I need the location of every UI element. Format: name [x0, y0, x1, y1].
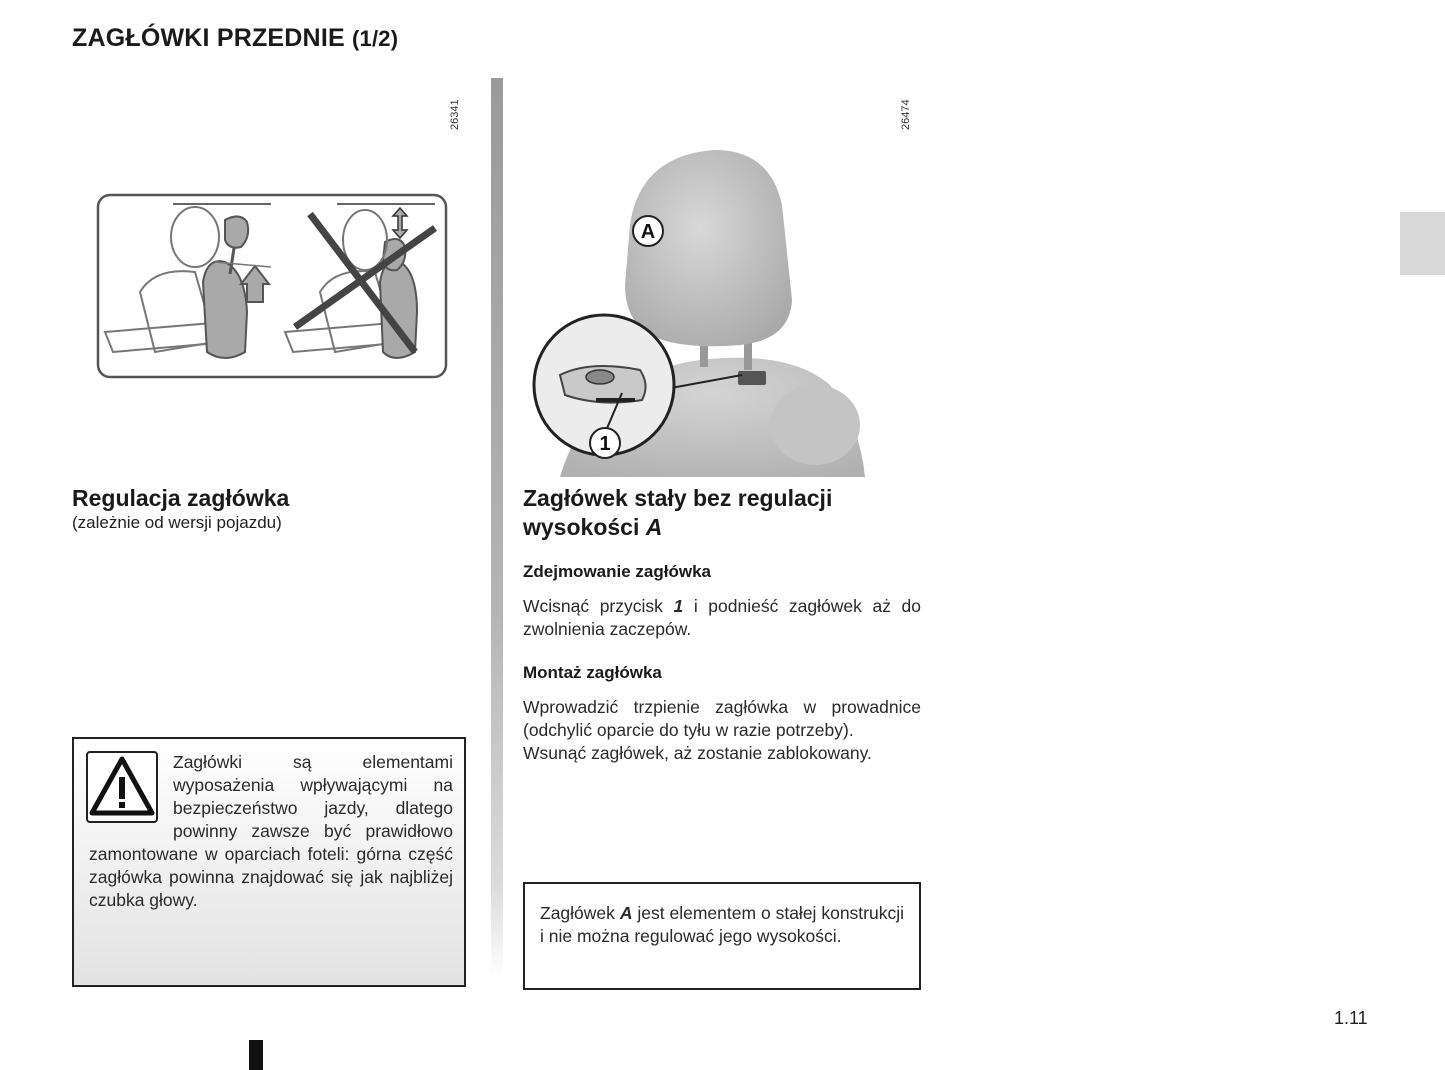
page-title-text: ZAGŁÓWKI PRZEDNIE	[72, 24, 345, 52]
right-heading-line1: Zagłówek stały bez regulacji	[523, 485, 833, 511]
callout-a-label: A	[640, 221, 656, 243]
right-heading-italic: A	[645, 514, 663, 540]
left-image-code: 26341	[449, 99, 461, 130]
note-box	[523, 882, 921, 990]
removal-text	[523, 595, 921, 641]
mounting-text-1: Wprowadzić trzpienie zagłówka w prowadnice (odchylić oparcie do tyłu w razie potrzeby).	[523, 697, 921, 740]
left-heading: Regulacja zagłówka	[72, 485, 290, 511]
removal-heading: Zdejmowanie zagłówka	[523, 562, 711, 581]
removal-text-after: i podnieść zagłówek aż do zwolnienia zaczepów.	[523, 596, 921, 639]
mounting-text-2: Wsunąć zagłówek, aż zostanie zablokowany.	[523, 743, 872, 763]
note-text-bold: A	[619, 903, 633, 923]
left-section	[72, 484, 289, 533]
note-text	[540, 902, 904, 948]
warning-text: Zagłówki są elementami wyposażenia wpływającymi na bezpieczeństwo jazdy, dlatego powinny zawsze być prawidłowo zamontowane w oparciach foteli: górna część zagłówka powinna znajdować się jak najbliżej czubka głowy.	[89, 752, 453, 910]
warning-box	[72, 737, 466, 987]
column-divider	[491, 78, 503, 978]
warning-text-block	[89, 751, 453, 912]
right-image-code: 26474	[900, 99, 912, 130]
headrest-adjustment-illustration	[95, 192, 449, 380]
fixed-headrest-illustration	[530, 145, 870, 477]
removal-text-before: Wcisnąć przycisk	[523, 596, 663, 616]
warning-icon-space	[89, 751, 173, 825]
note-text-after: jest elementem o stałej konstrukcji i nie można regulować jego wysokości.	[540, 903, 904, 946]
page-title	[72, 24, 398, 53]
right-heading-line2: wysokości	[523, 514, 640, 540]
removal-text-bold: 1	[673, 596, 684, 616]
mounting-heading: Montaż zagłówka	[523, 663, 662, 682]
callout-1-label: 1	[599, 433, 611, 455]
page-number: 1.11	[1334, 1008, 1368, 1028]
right-heading	[523, 484, 923, 542]
mounting-text	[523, 696, 921, 765]
note-text-before: Zagłówek	[540, 903, 615, 923]
page-title-part: (1/2)	[352, 26, 399, 51]
section-tab	[1400, 212, 1445, 275]
right-section	[523, 484, 923, 542]
left-subtitle: (zależnie od wersji pojazdu)	[72, 513, 282, 532]
print-mark	[249, 1040, 263, 1070]
